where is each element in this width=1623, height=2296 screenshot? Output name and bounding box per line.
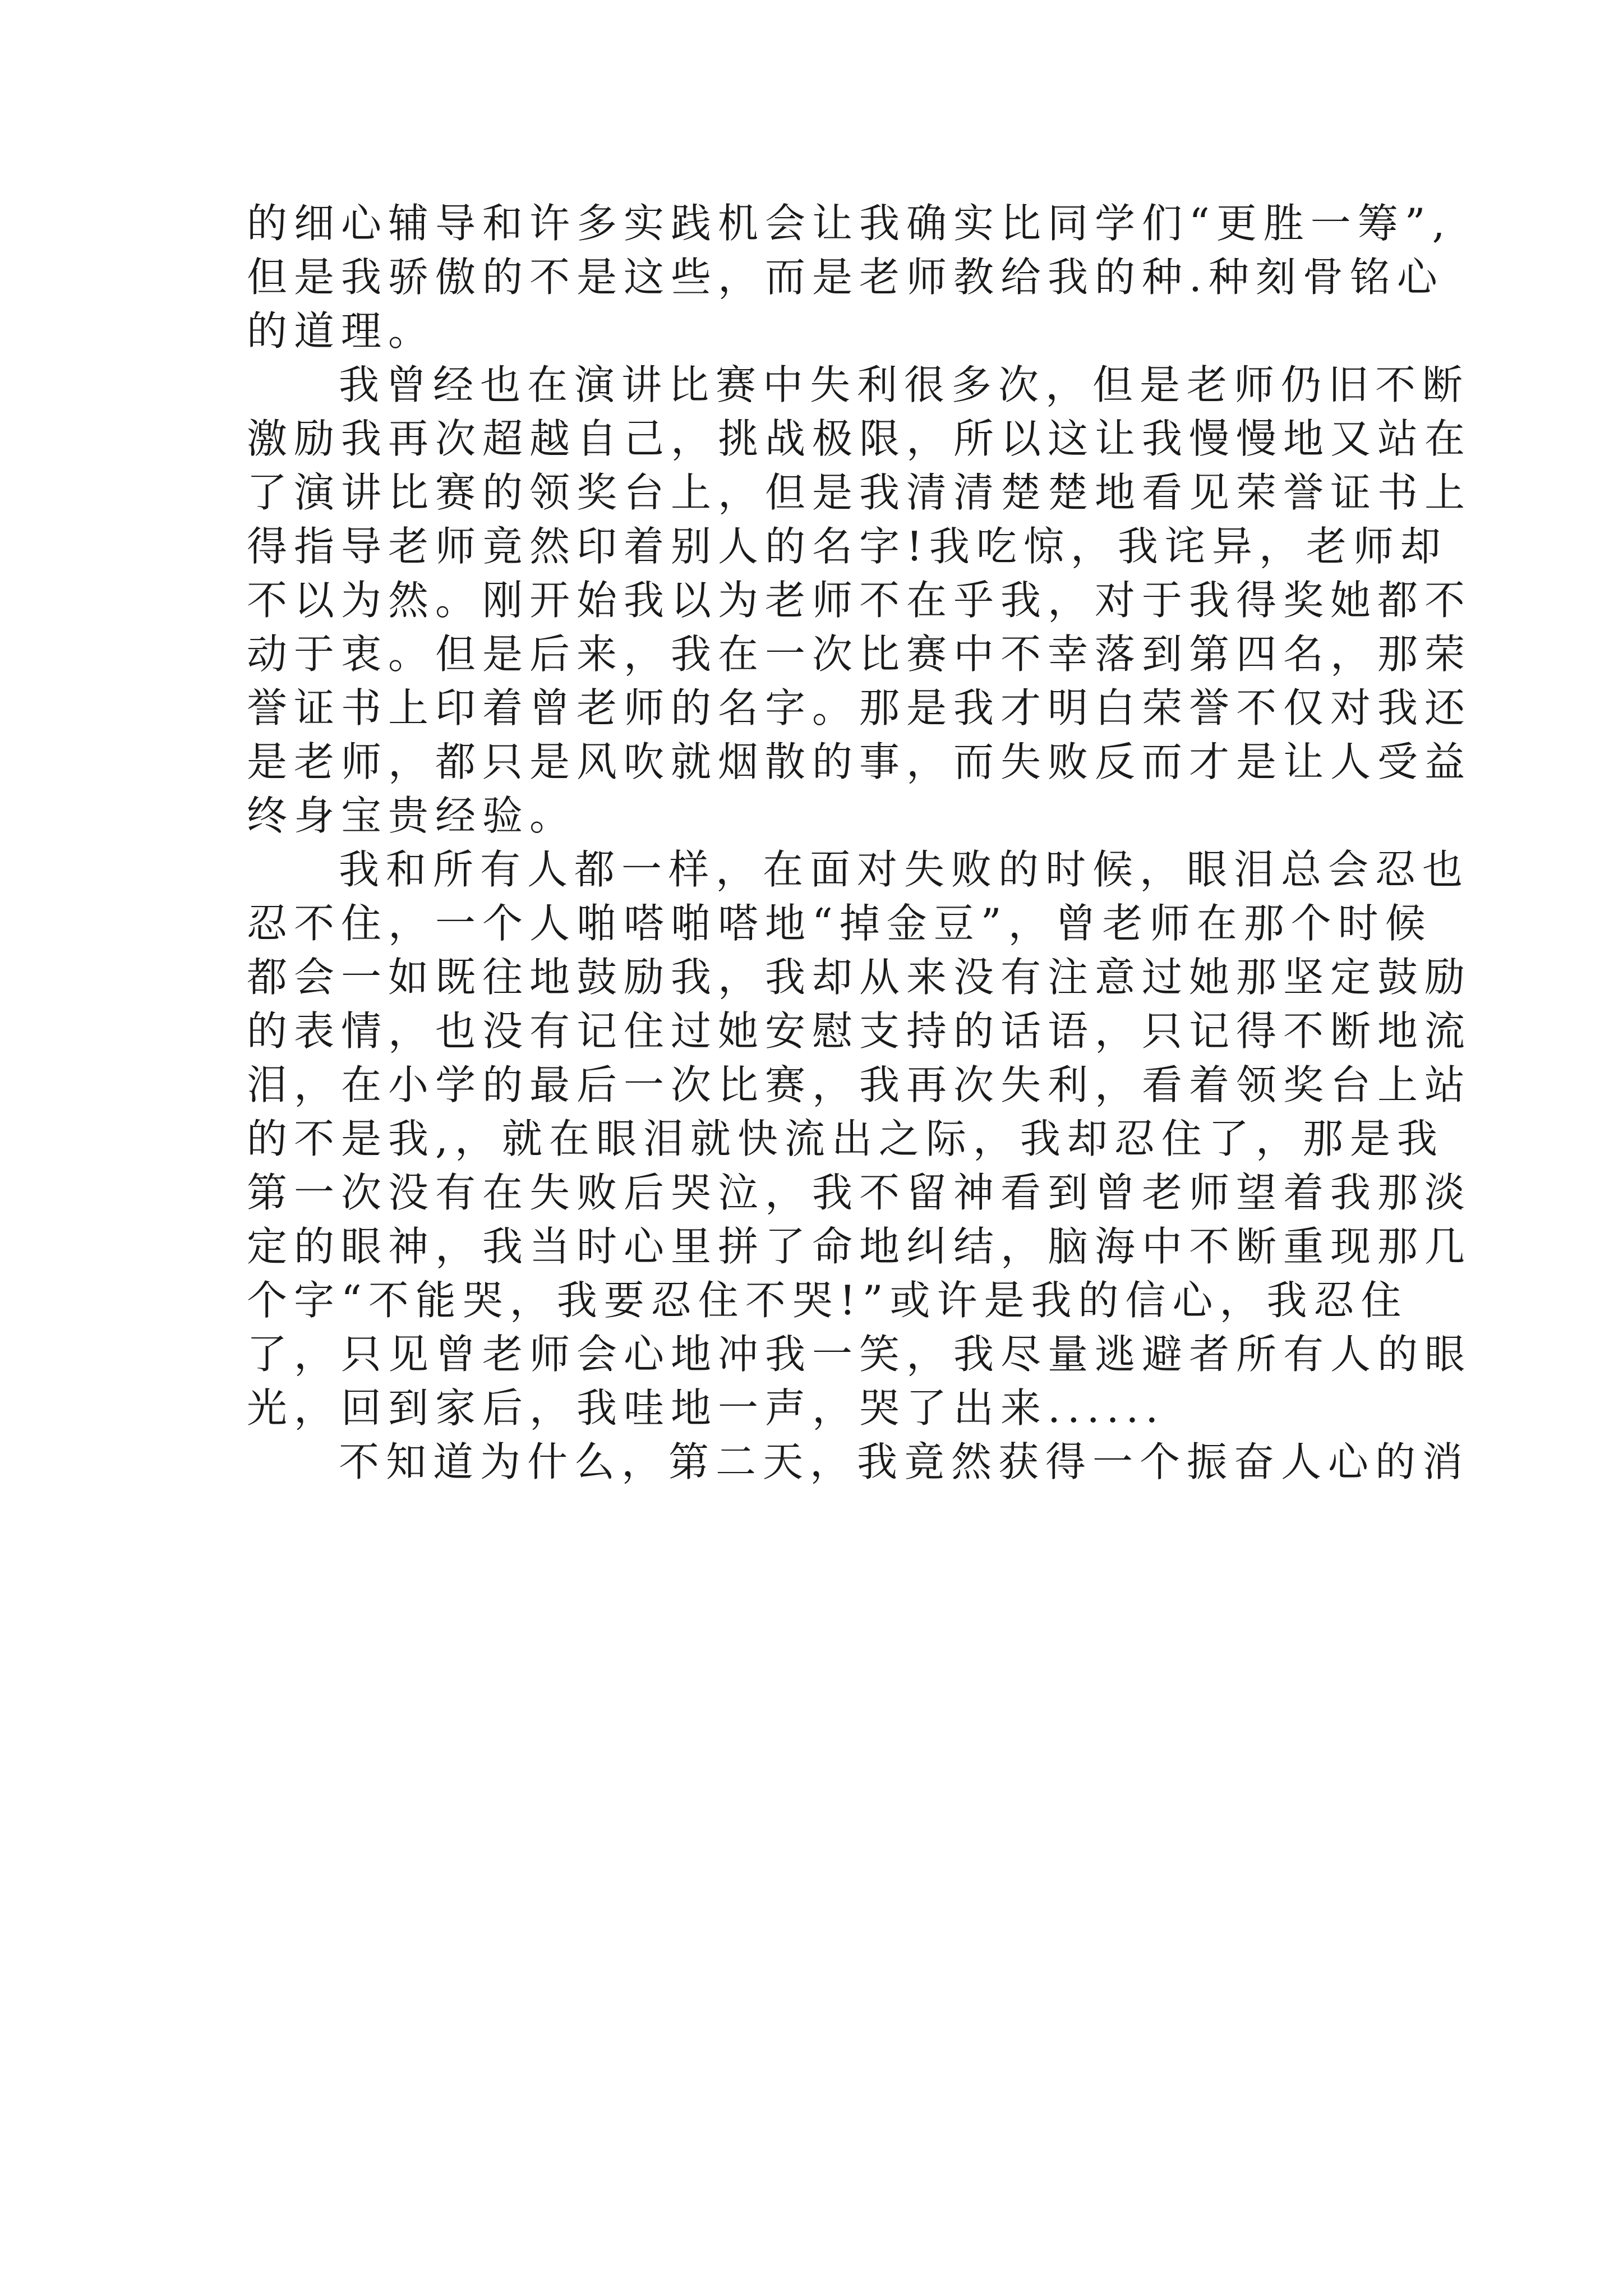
text-line: 我曾经也在演讲比赛中失利很多次，但是老师仍旧不断 [339,361,1470,408]
text-line: 个字“不能哭，我要忍住不哭!”或许是我的信心，我忍住 [247,1277,1408,1324]
text-line: 终身宝贵经验。 [247,792,577,839]
text-line: 的不是我,，就在眼泪就快流出之际，我却忍住了，那是我 [247,1115,1444,1162]
text-line: 动于衷。但是后来，我在一次比赛中不幸落到第四名，那荣 [247,631,1472,678]
text-line: 光，回到家后，我哇地一声，哭了出来...... [247,1384,1165,1432]
text-line: 我和所有人都一样，在面对失败的时候，眼泪总会忍也 [339,846,1470,893]
text-line: 誉证书上印着曾老师的名字。那是我才明白荣誉不仅对我还 [247,684,1472,731]
paragraph-4 [247,1435,1470,1489]
text-line: 泪，在小学的最后一次比赛，我再次失利，看着领奖台上站 [247,1061,1472,1108]
text-line: 得指导老师竟然印着别人的名字!我吃惊，我诧异，老师却 [247,523,1447,570]
text-line: 的表情，也没有记住过她安慰支持的话语，只记得不断地流 [247,1007,1472,1055]
text-line: 都会一如既往地鼓励我，我却从来没有注意过她那坚定鼓励 [247,954,1472,1001]
paragraph-3 [247,843,1472,1435]
text-line: 了演讲比赛的领奖台上，但是我清清楚楚地看见荣誉证书上 [247,469,1472,516]
paragraph-2 [247,358,1472,843]
text-line: 忍不住，一个人啪嗒啪嗒地“掉金豆”，曾老师在那个时候 [247,900,1432,947]
text-line: 了，只见曾老师会心地冲我一笑，我尽量逃避者所有人的眼 [247,1331,1472,1378]
text-line: 但是我骄傲的不是这些，而是老师教给我的种.种刻骨铭心 [247,254,1444,301]
text-line: 不以为然。刚开始我以为老师不在乎我，对于我得奖她都不 [247,577,1472,624]
text-line: 的道理。 [247,307,436,355]
text-line: 的细心辅导和许多实践机会让我确实比同学们“更胜一筹”, [247,200,1452,247]
paragraph-1 [247,196,1452,358]
text-line: 不知道为什么，第二天，我竟然获得一个振奋人心的消 [339,1438,1470,1485]
text-line: 是老师，都只是风吹就烟散的事，而失败反而才是让人受益 [247,738,1472,785]
body-text [247,196,1472,1489]
text-line: 激励我再次超越自己，挑战极限，所以这让我慢慢地又站在 [247,415,1472,462]
text-line: 第一次没有在失败后哭泣，我不留神看到曾老师望着我那淡 [247,1169,1472,1216]
text-line: 定的眼神，我当时心里拼了命地纠结，脑海中不断重现那几 [247,1223,1472,1270]
